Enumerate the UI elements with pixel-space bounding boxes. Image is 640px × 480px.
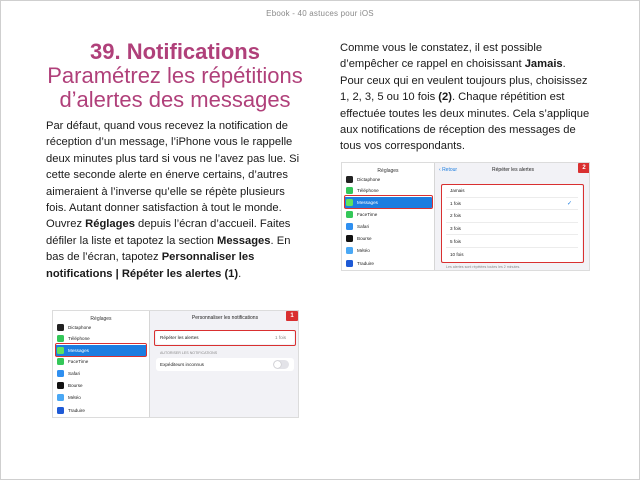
weather-icon: [57, 394, 64, 401]
settings-sidebar: [53, 311, 150, 417]
left-column: [46, 40, 304, 282]
screenshot-1: [52, 310, 299, 418]
sidebar-item-messages[interactable]: Messages: [53, 345, 149, 356]
facetime-icon: [346, 211, 353, 218]
sidebar-item-traduire[interactable]: Traduire: [342, 258, 434, 269]
sidebar-item-facetime[interactable]: FaceTime: [53, 356, 149, 367]
detail-title: Répéter les alertes: [492, 167, 534, 173]
sidebar-item-telephone[interactable]: Téléphone: [53, 333, 149, 344]
option-1-fois[interactable]: 1 fois ✓: [446, 198, 578, 211]
sidebar-title: Réglages: [377, 168, 399, 174]
option-5-fois[interactable]: 5 fois: [446, 235, 578, 248]
sidebar-item-facetime[interactable]: FaceTime: [342, 209, 434, 220]
translate-icon: [346, 260, 353, 267]
sidebar-item-meteo[interactable]: Météo: [342, 245, 434, 256]
dictaphone-icon: [346, 176, 353, 183]
body-paragraph-2: Comme vous le constatez, il est possible d’empêcher ce rappel en choisissant Jamais. Pour ceux qui en veulent toujours plus, choisissez 1, 2, 3, 5 ou 10 fois (2). Chaque répétition est effectuée toutes les deux minutes. Cela s’applique aux notifications de réception des messages de tous vos correspondants.: [340, 42, 590, 153]
back-button[interactable]: ‹ Retour: [439, 167, 458, 173]
settings-sidebar: [342, 163, 435, 270]
phone-icon: [346, 187, 353, 194]
article-subtitle-line1: Paramétrez les répétitions: [47, 63, 303, 88]
section-header: AUTORISER LES NOTIFICATIONS: [160, 351, 218, 355]
options-footnote: Les alertes sont répétées toutes les 2 minutes.: [446, 265, 521, 269]
article-number-title: 39. Notifications: [90, 39, 260, 64]
sidebar-item-meteo[interactable]: Météo: [53, 392, 149, 403]
sidebar-item-bourse[interactable]: Bourse: [342, 233, 434, 244]
callout-repeat-alerts: [154, 330, 296, 346]
translate-icon: [57, 407, 64, 414]
repeat-alerts-value: 1 fois: [275, 335, 286, 340]
callout-badge-2: 2: [578, 163, 590, 173]
messages-icon: [346, 199, 353, 206]
article-subtitle-line2: d’alertes des messages: [59, 87, 291, 112]
callout-badge-1: 1: [286, 311, 298, 321]
unknown-senders-label: Expéditeurs inconnus: [160, 362, 204, 367]
right-column: [340, 40, 592, 155]
option-3-fois[interactable]: 3 fois: [446, 223, 578, 236]
sidebar-item-messages[interactable]: Messages: [342, 197, 434, 208]
detail-title: Personnaliser les notifications: [191, 315, 259, 321]
stocks-icon: [57, 382, 64, 389]
running-head: Ebook - 40 astuces pour iOS: [266, 9, 374, 18]
stocks-icon: [346, 235, 353, 242]
option-jamais[interactable]: Jamais: [446, 185, 578, 198]
sidebar-item-bourse[interactable]: Bourse: [53, 380, 149, 391]
sidebar-item-traduire[interactable]: Traduire: [53, 405, 149, 416]
safari-icon: [57, 370, 64, 377]
weather-icon: [346, 247, 353, 254]
facetime-icon: [57, 358, 64, 365]
sidebar-item-dictaphone[interactable]: Dictaphone: [53, 322, 149, 333]
screenshot-2: [341, 162, 590, 271]
sidebar-item-dictaphone[interactable]: Dictaphone: [342, 174, 434, 185]
safari-icon: [346, 223, 353, 230]
option-10-fois[interactable]: 10 fois: [450, 251, 464, 257]
sidebar-item-safari[interactable]: Safari: [342, 221, 434, 232]
sidebar-item-safari[interactable]: Safari: [53, 368, 149, 379]
messages-icon: [57, 347, 64, 354]
unknown-senders-toggle[interactable]: [273, 360, 289, 369]
body-paragraph-1: Par défaut, quand vous recevez la notification de réception d’un message, l’iPhone vous le rappelle deux minutes plus tard si vous ne l’avez pas lue. Si cette seconde alerte en énerve certains, d’autres aimeraient à l’inverse qu’elle se répète plusieurs fois. Autant donner satisfaction à tout le monde. Ouvrez Réglages depuis l’écran d’accueil. Faites défiler la liste et tapotez la section Messages. En bas de l’écran, tapotez Personnaliser les notifications | Répéter les alertes (1).: [46, 120, 300, 280]
phone-icon: [57, 335, 64, 342]
repeat-alerts-label[interactable]: Répéter les alertes: [160, 335, 199, 340]
dictaphone-icon: [57, 324, 64, 331]
sidebar-title: Réglages: [90, 316, 112, 322]
option-2-fois[interactable]: 2 fois: [446, 210, 578, 223]
sidebar-item-telephone[interactable]: Téléphone: [342, 185, 434, 196]
back-label: Retour: [442, 167, 458, 173]
checkmark-icon: ✓: [566, 200, 572, 207]
callout-options: [441, 184, 584, 263]
